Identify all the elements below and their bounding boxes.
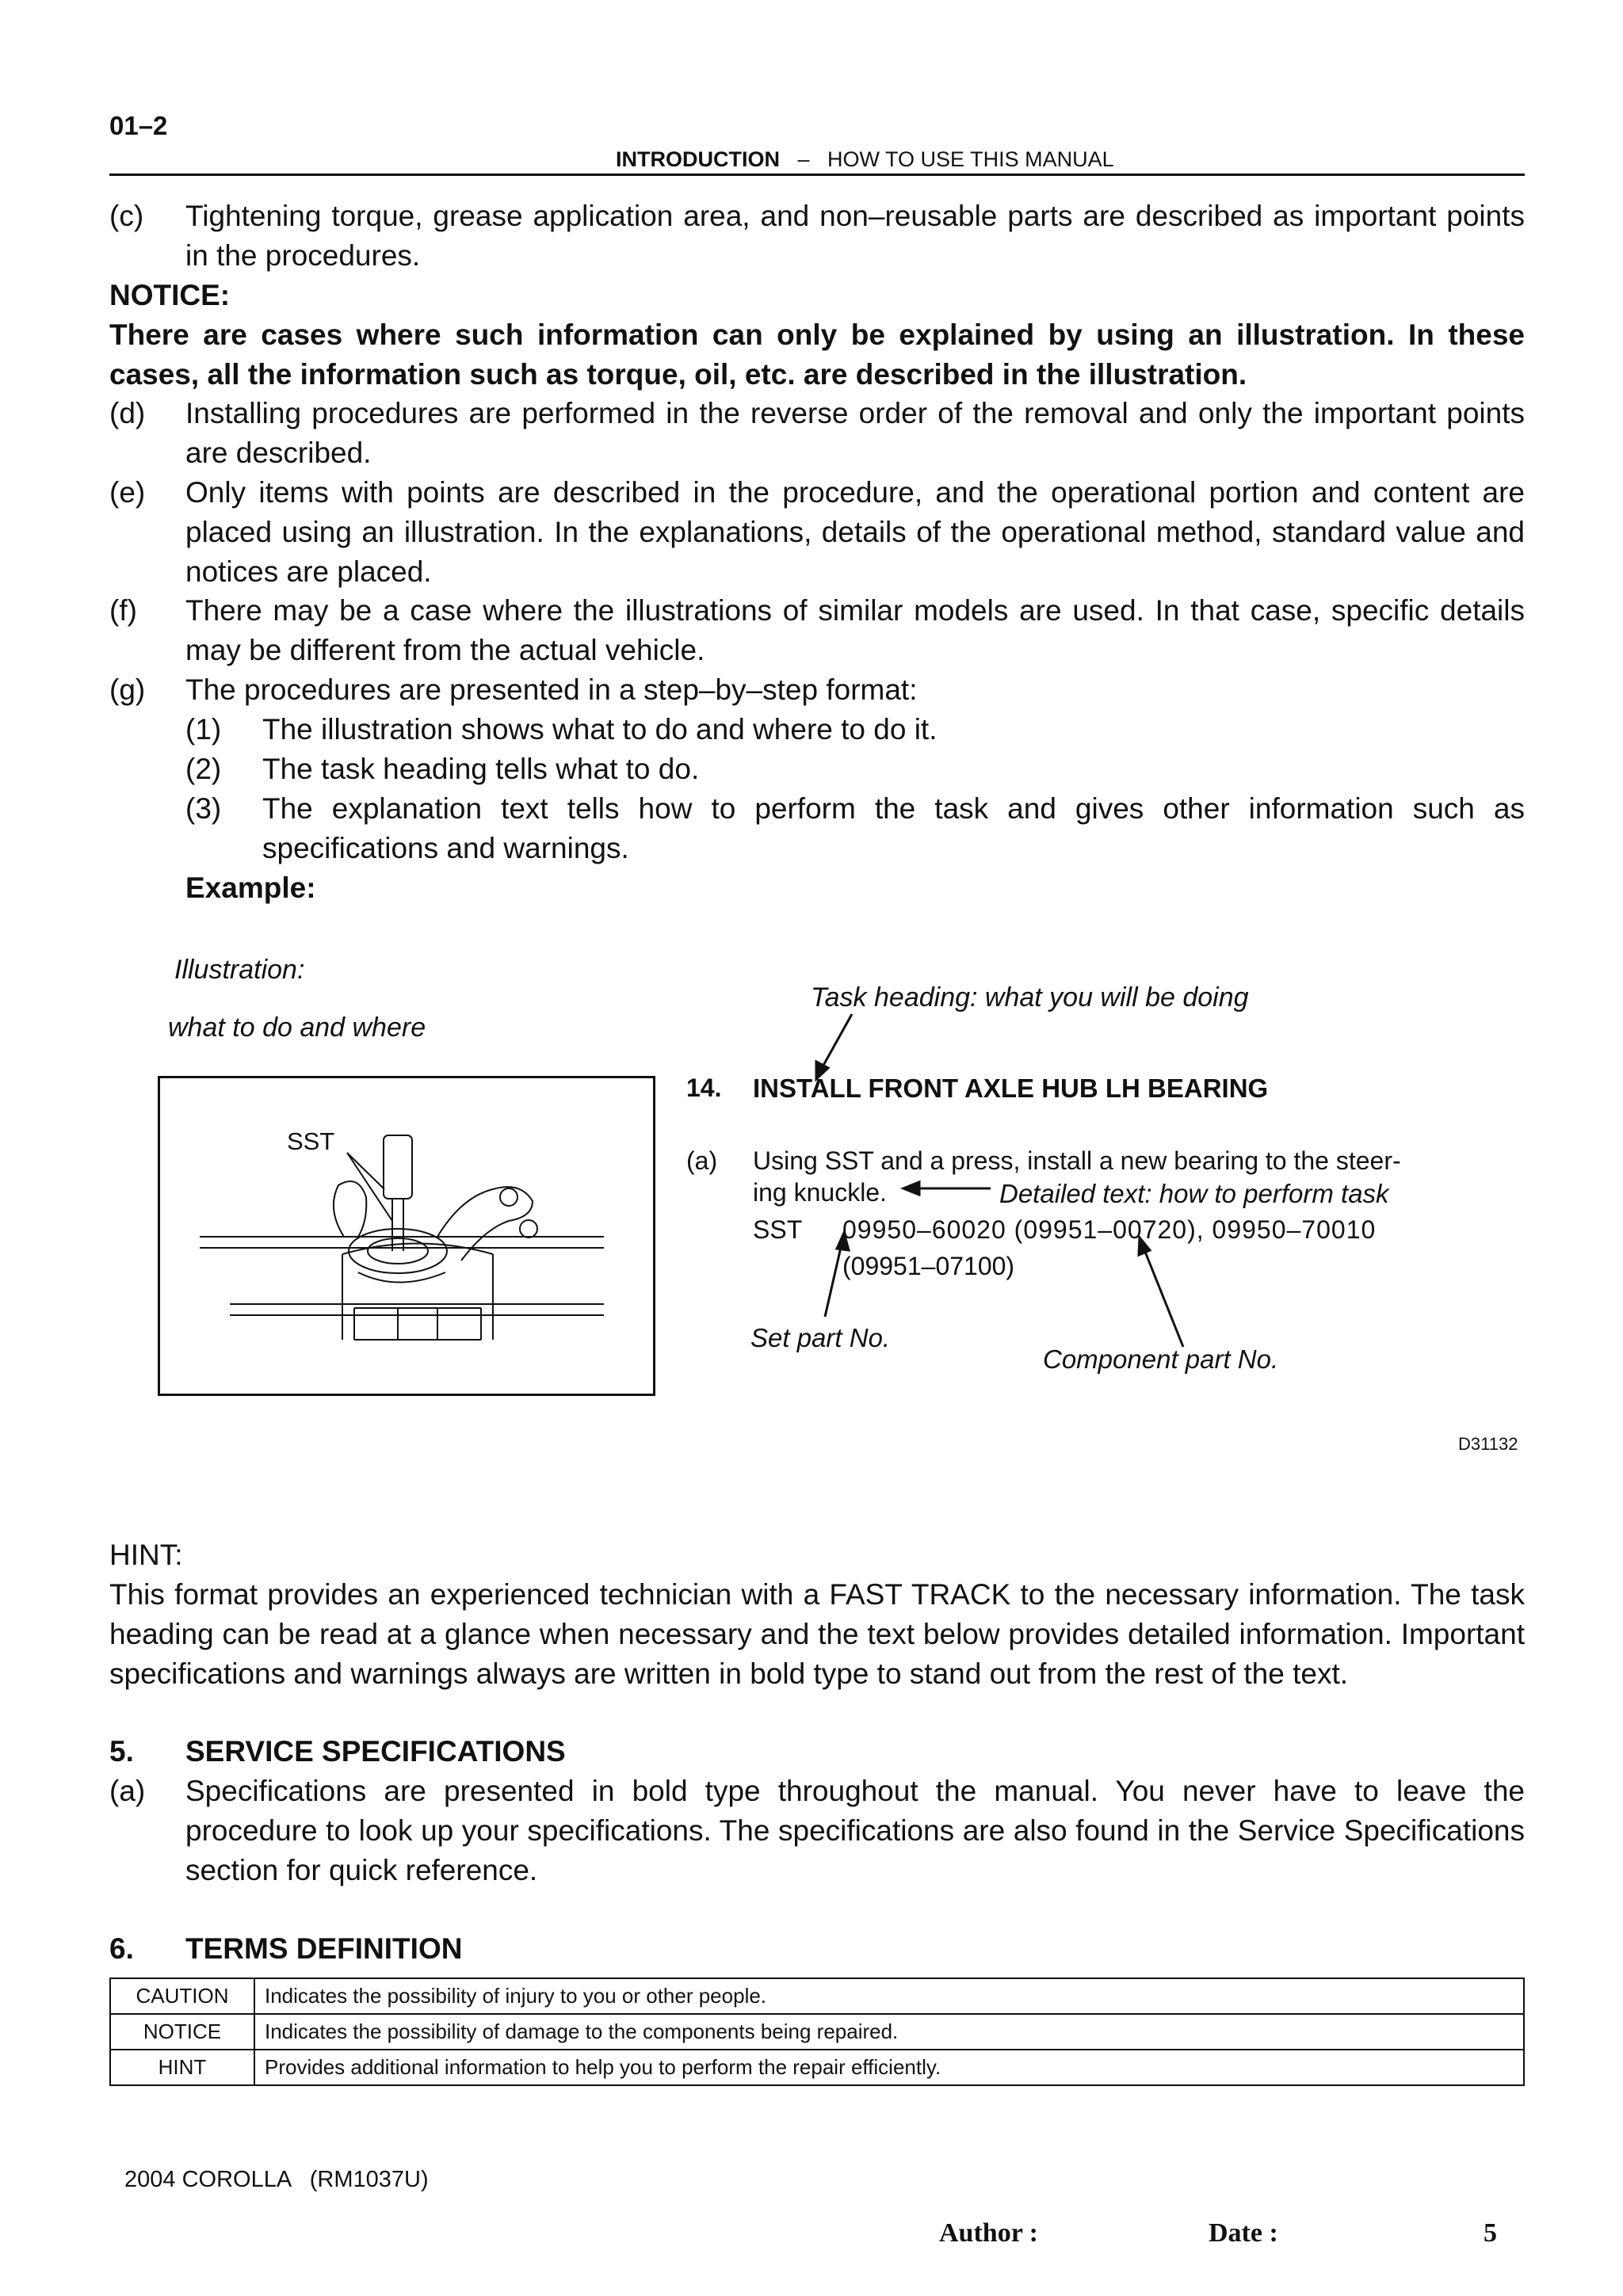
illustration-note-2: what to do and where [168, 1013, 426, 1043]
item-d-text: Installing procedures are performed in the reverse order of the removal and only the important points are described. [185, 397, 1525, 469]
item-g-label: (g) [109, 673, 146, 706]
header-subsection: HOW TO USE THIS MANUAL [827, 147, 1114, 171]
example-sst-numbers: 09950–60020 (09951–00720), 09950–70010 [842, 1215, 1377, 1244]
figure-code: D31132 [1458, 1434, 1518, 1454]
section6-number: 6. [109, 1932, 134, 1965]
section5-number: 5. [109, 1735, 134, 1768]
footer-date-label: Date : [1209, 2218, 1278, 2248]
term-cell: HINT [110, 2050, 254, 2085]
hint-title: HINT: [109, 1539, 183, 1571]
g-sub-1-label: (1) [185, 713, 222, 746]
section5-a-label: (a) [109, 1775, 146, 1807]
detailed-text-note: Detailed text: how to perform task [999, 1179, 1389, 1208]
example-sub-line2: ing knuckle. [753, 1178, 887, 1207]
table-row [110, 2014, 1524, 2050]
item-c-text: Tightening torque, grease application area, and non–reusable parts are described as important points in the procedures. [185, 200, 1525, 272]
notice-text: There are cases where such information can only be explained by using an illustration. In these cases, all the information such as torque, oil, etc. are described in the illustration. [109, 318, 1525, 391]
definition-cell: Indicates the possibility of injury to you or other people. [254, 1978, 1524, 2014]
item-c-label: (c) [109, 200, 144, 232]
g-sub-3-text: The explanation text tells how to perform the task and gives other information such as specifications and warnings. [262, 792, 1525, 864]
term-cell: CAUTION [110, 1978, 254, 2014]
table-row [110, 2050, 1524, 2085]
footer-page-number: 5 [1484, 2218, 1497, 2248]
g-sub-2-text: The task heading tells what to do. [262, 753, 700, 785]
task-heading-note: Task heading: what you will be doing [811, 982, 1249, 1013]
table-row [110, 1978, 1524, 2014]
section5-title: SERVICE SPECIFICATIONS [185, 1735, 566, 1768]
header-dash: – [797, 147, 810, 171]
hint-text: This format provides an experienced technician with a FAST TRACK to the necessary information. The task heading can be read at a glance when necessary and the text below provides detailed information. Important specifications and warnings always are written in bold type to stand out from the rest of the text. [109, 1578, 1525, 1690]
example-sub-line1: Using SST and a press, install a new bearing to the steer- [753, 1146, 1401, 1175]
set-part-note: Set part No. [750, 1323, 891, 1352]
item-d-label: (d) [109, 397, 146, 429]
sst-label: SST [287, 1127, 335, 1155]
definition-cell: Provides additional information to help you to perform the repair efficiently. [254, 2050, 1524, 2085]
item-f-text: There may be a case where the illustrations of similar models are used. In that case, specific details may be different from the actual vehicle. [185, 594, 1525, 666]
example-label: Example: [185, 871, 316, 904]
item-e-label: (e) [109, 476, 146, 509]
page-code: 01–2 [109, 111, 168, 140]
term-cell: NOTICE [110, 2014, 254, 2050]
g-sub-3-label: (3) [185, 792, 222, 825]
notice-title: NOTICE: [109, 279, 231, 311]
item-g-text: The procedures are presented in a step–by–step format: [185, 673, 918, 706]
example-sub-label: (a) [686, 1146, 718, 1175]
definition-cell: Indicates the possibility of damage to the components being repaired. [254, 2014, 1524, 2050]
section6-title: TERMS DEFINITION [185, 1932, 463, 1965]
example-sst-numbers2: (09951–07100) [842, 1252, 1015, 1280]
footer-model: 2004 COROLLA (RM1037U) [124, 2167, 429, 2192]
component-part-note: Component part No. [1043, 1344, 1279, 1374]
example-step-number: 14. [686, 1074, 722, 1102]
item-f-label: (f) [109, 594, 137, 627]
item-e-text: Only items with points are described in the procedure, and the operational portion and content are placed using an illustration. In the explanations, details of the operational method, standard value and notices are placed. [185, 476, 1525, 588]
illustration-note-1: Illustration: [174, 955, 305, 985]
example-step-title: INSTALL FRONT AXLE HUB LH BEARING [753, 1074, 1269, 1103]
g-sub-1-text: The illustration shows what to do and where to do it. [262, 713, 938, 746]
example-sst-prefix: SST [753, 1215, 803, 1244]
terms-table [109, 1978, 1525, 2086]
g-sub-2-label: (2) [185, 753, 222, 785]
header-section: INTRODUCTION [616, 147, 780, 171]
section5-a-text: Specifications are presented in bold type throughout the manual. You never have to leave the procedure to look up your specifications. The specifications are also found in the Service Specifications section for quick reference. [185, 1775, 1525, 1886]
footer-author-label: Author : [939, 2218, 1038, 2248]
